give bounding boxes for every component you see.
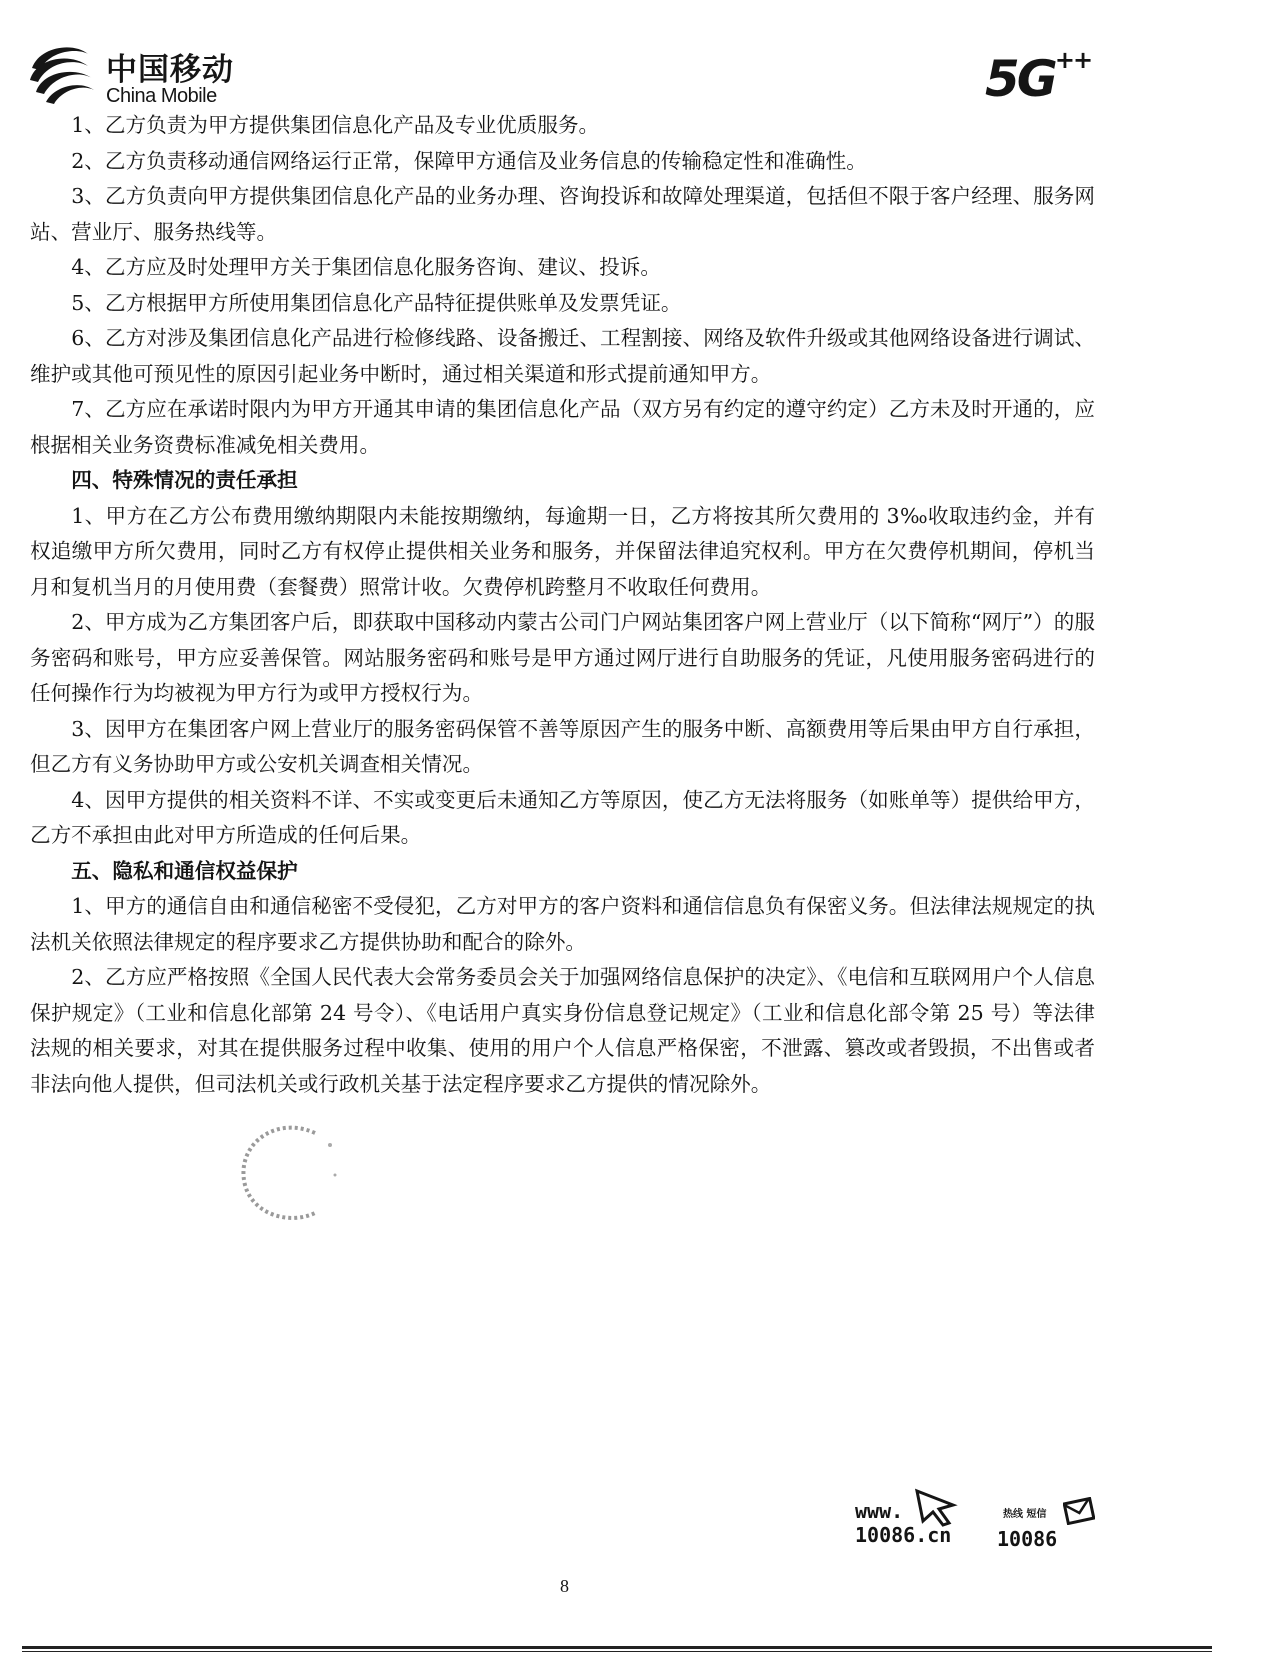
paragraph: 2、乙方应严格按照《全国人民代表大会常务委员会关于加强网络信息保护的决定》、《电信和互联网用户个人信息保护规定》（工业和信息化部第 24 号令）、《电话用户真实身份信息登记规定》（工业和信息化部令第 25 号）等法律法规的相关要求，对其在提供服务过程中收集、使用的用户个人信息严格保密，不泄露、篡改或者毁损，不出售或者非法向他人提供，但司法机关或行政机关基于法定程序要求乙方提供的情况除外。 bbox=[30, 965, 1095, 1096]
paragraph: 3、因甲方在集团客户网上营业厅的服务密码保管不善等原因产生的服务中断、高额费用等后果由甲方自行承担，但乙方有义务协助甲方或公安机关调查相关情况。 bbox=[30, 716, 1095, 776]
paragraph: 2、甲方成为乙方集团客户后，即获取中国移动内蒙古公司门户网站集团客户网上营业厅（以下简称“网厅”）的服务密码和账号，甲方应妥善保管。网站服务密码和账号是甲方通过网厅进行自助服务的凭证，凡使用服务密码进行的任何操作行为均被视为甲方行为或甲方授权行为。 bbox=[30, 610, 1095, 705]
china-mobile-logo bbox=[26, 40, 246, 110]
paragraph: 5、乙方根据甲方所使用集团信息化产品特征提供账单及发票凭证。 bbox=[71, 290, 682, 315]
paragraph: 1、乙方负责为甲方提供集团信息化产品及专业优质服务。 bbox=[71, 113, 600, 137]
website-line2: 10086.cn bbox=[855, 1523, 952, 1547]
footer-contact-logos bbox=[855, 1495, 1095, 1565]
hotline-label: 热线 短信 bbox=[1003, 1509, 1047, 1520]
cursor-arrow-icon bbox=[913, 1487, 963, 1527]
brand-name-en: China Mobile bbox=[106, 85, 217, 107]
website-line1: www. bbox=[855, 1499, 904, 1523]
paragraph: 3、乙方负责向甲方提供集团信息化产品的业务办理、咨询投诉和故障处理渠道，包括但不限于客户经理、服务网站、营业厅、服务热线等。 bbox=[30, 184, 1095, 244]
paragraph: 6、乙方对涉及集团信息化产品进行检修线路、设备搬迁、工程割接、网络及软件升级或其他网络设备进行调试、维护或其他可预见性的原因引起业务中断时，通过相关渠道和形式提前通知甲方。 bbox=[30, 326, 1095, 386]
section-heading: 五、隐私和通信权益保护 bbox=[71, 858, 298, 883]
hotline-number: 10086 bbox=[997, 1527, 1058, 1551]
paragraph: 4、乙方应及时处理甲方关于集团信息化服务咨询、建议、投诉。 bbox=[71, 255, 661, 279]
paragraph: 1、甲方在乙方公布费用缴纳期限内未能按期缴纳，每逾期一日，乙方将按其所欠费用的 3‰收取违约金，并有权追缴甲方所欠费用，同时乙方有权停止提供相关业务和服务，并保留法律追究权利。甲方在欠费停机期间，停机当月和复机当月的月使用费（套餐费）照常计收。欠费停机跨整月不收取任何费用。 bbox=[30, 503, 1095, 599]
page-number: 8 bbox=[560, 1576, 569, 1596]
hotline-logo bbox=[995, 1503, 1095, 1563]
footer-rule bbox=[22, 1646, 1212, 1649]
section-heading: 四、特殊情况的责任承担 bbox=[71, 468, 298, 492]
document-body bbox=[30, 108, 1095, 1102]
paragraph: 4、因甲方提供的相关资料不详、不实或变更后未通知乙方等原因，使乙方无法将服务（如账单等）提供给甲方，乙方不承担由此对甲方所造成的任何后果。 bbox=[30, 787, 1095, 847]
paragraph: 1、甲方的通信自由和通信秘密不受侵犯，乙方对甲方的客户资料和通信信息负有保密义务。但法律法规规定的执法机关依照法律规定的程序要求乙方提供协助和配合的除外。 bbox=[30, 894, 1095, 954]
5g-badge-plus: ++ bbox=[1054, 46, 1092, 74]
china-mobile-swirl-icon bbox=[26, 40, 98, 106]
5g-badge bbox=[985, 46, 1092, 108]
faint-stamp-mark bbox=[235, 1115, 345, 1230]
paragraph: 7、乙方应在承诺时限内为甲方开通其申请的集团信息化产品（双方另有约定的遵守约定）乙方未及时开通的，应根据相关业务资费标准减免相关费用。 bbox=[30, 397, 1095, 457]
paragraph: 2、乙方负责移动通信网络运行正常，保障甲方通信及业务信息的传输稳定性和准确性。 bbox=[71, 148, 867, 173]
5g-badge-text: 5G bbox=[985, 50, 1055, 108]
envelope-icon bbox=[1063, 1497, 1095, 1525]
brand-name-cn: 中国移动 bbox=[106, 52, 234, 88]
footer-rule-thin bbox=[22, 1651, 1212, 1652]
